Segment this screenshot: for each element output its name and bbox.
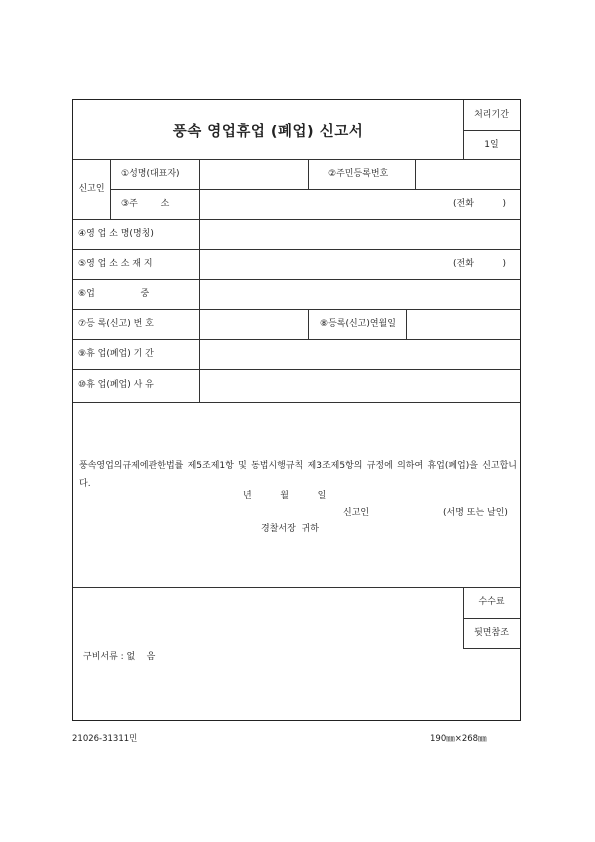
business-phone-label: (전화 ) (453, 259, 507, 269)
applicant-label: 신고인 (78, 184, 105, 194)
report-form (72, 99, 521, 721)
resident-number-label: ②주민등록번호 (328, 169, 389, 179)
business-type-label: ⑥업 중 (78, 289, 150, 299)
signature-note: (서명 또는 날인) (443, 508, 508, 518)
business-address-label: ⑤영 업 소 소 재 지 (78, 259, 153, 269)
processing-period-label: 처리기간 (474, 110, 509, 120)
registration-date-label: ⑧등록(신고)연월일 (320, 319, 396, 329)
form-code: 21026-31311민 (72, 734, 138, 744)
name-label: ①성명(대표자) (121, 169, 180, 179)
business-name-label: ④영 업 소 명(명칭) (78, 229, 154, 239)
phone-label: (전화 ) (453, 199, 507, 209)
form-title: 풍속 영업휴업 (폐업) 신고서 (172, 124, 364, 140)
closure-reason-label: ⑩휴 업(폐업) 사 유 (78, 380, 154, 390)
paper-size: 190㎜×268㎜ (430, 734, 487, 744)
recipient: 경찰서장 귀하 (261, 524, 319, 534)
registration-number-label: ⑦등 록(신고) 번 호 (78, 319, 154, 329)
closure-period-label: ⑨휴 업(폐업) 기 간 (78, 349, 154, 359)
declaration-text: 풍속영업의규제에관한법률 제5조제1항 및 동법시행규칙 제3조제5항의 규정에 의하여 휴업(폐업)을 신고합니다. (79, 461, 517, 489)
fee-label: 수수료 (478, 597, 505, 607)
applicant-signature-label: 신고인 (343, 508, 370, 518)
date-line: 년 월 일 (243, 491, 327, 501)
attachments: 구비서류 : 없 음 (83, 652, 156, 662)
fee-value: 뒷면참조 (474, 628, 509, 638)
processing-period-value: 1일 (484, 140, 499, 150)
address-label: ③주 소 (121, 199, 170, 209)
